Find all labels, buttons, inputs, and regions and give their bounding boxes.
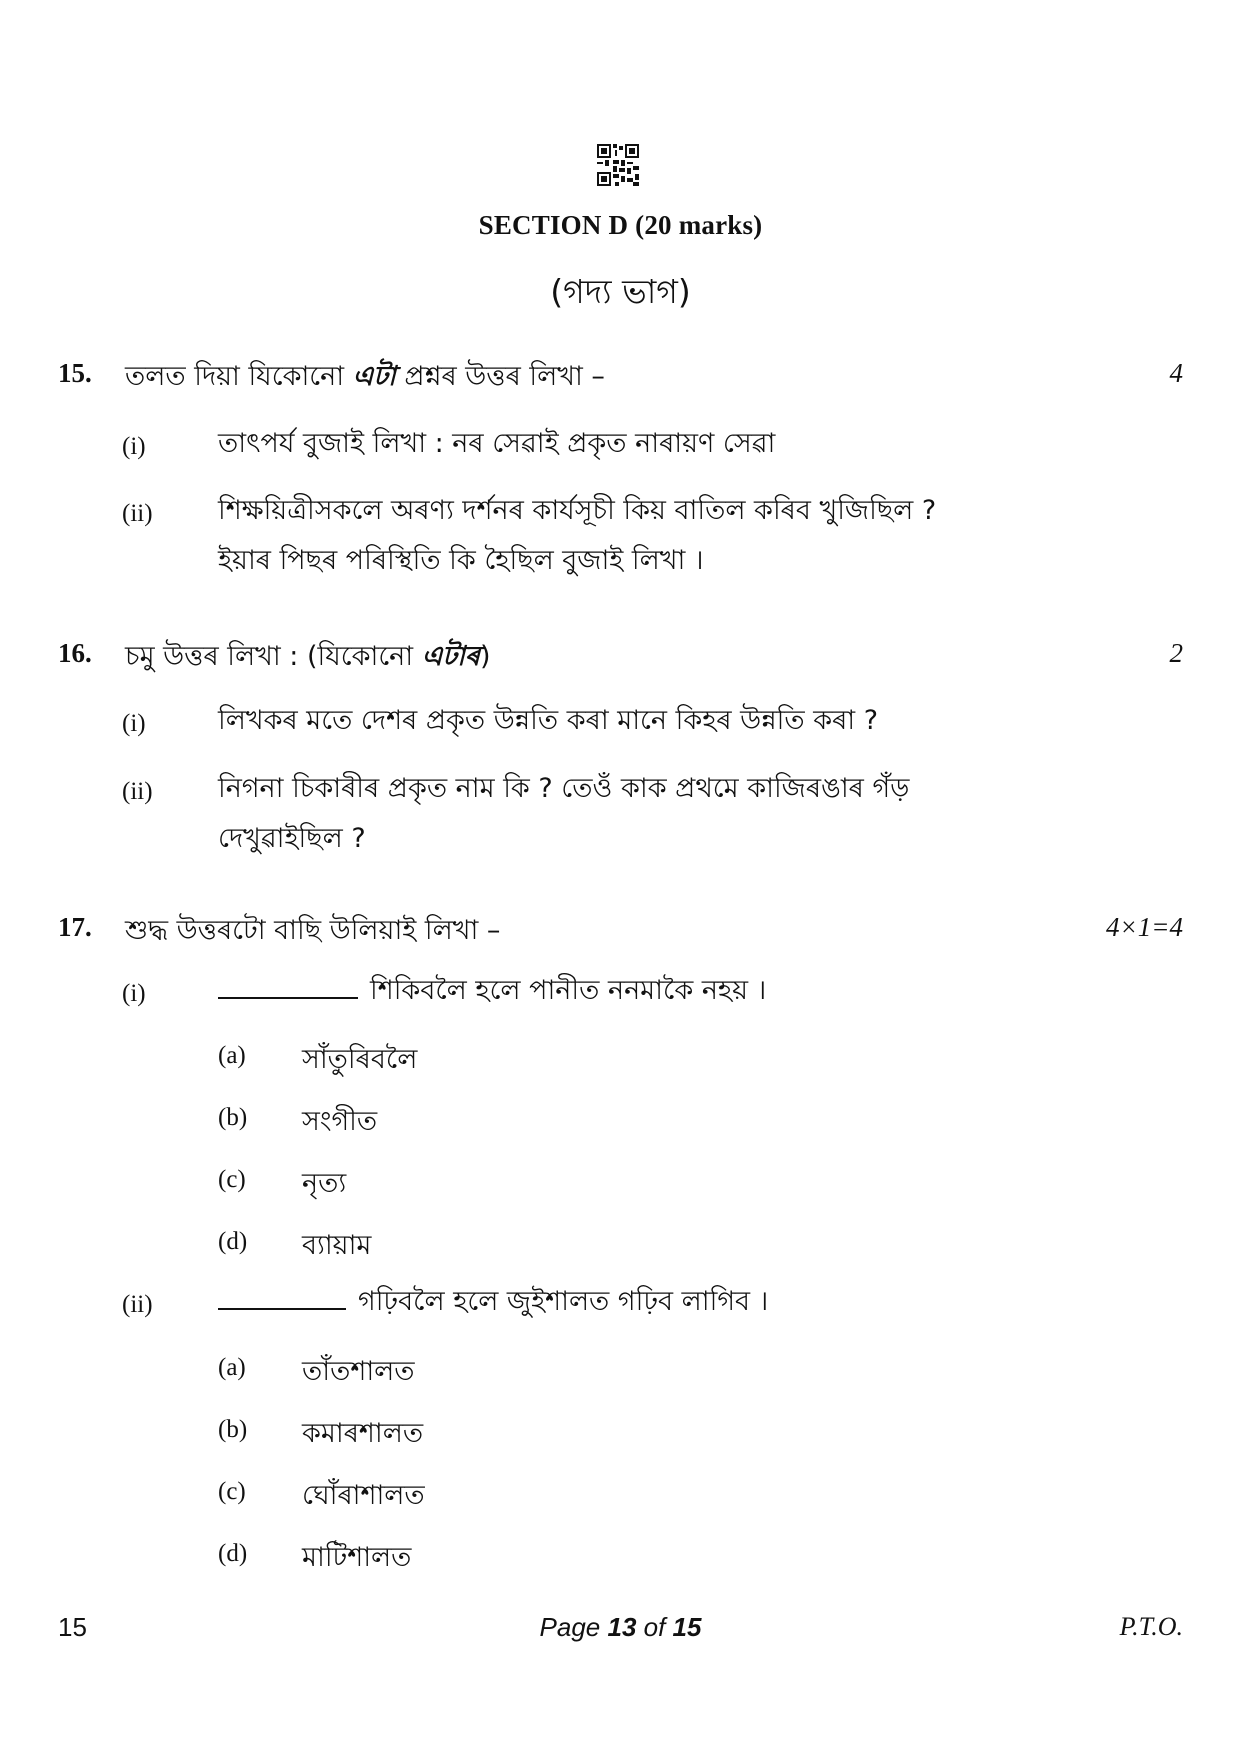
option-text: তাঁতশালত bbox=[302, 1356, 415, 1387]
question-marks: 2 bbox=[1169, 638, 1183, 668]
sub-question-text: নিগনা চিকাৰীৰ প্ৰকৃত নাম কি ? তেওঁ কাক প্ৰথমে কাজিৰঙাৰ গঁড় দেখুৱাইছিল ? bbox=[218, 773, 910, 854]
question-number: 17. bbox=[58, 912, 92, 942]
sub-question-text: শিকিবলৈ হলে পানীত ননমাকৈ নহয় । bbox=[218, 966, 1118, 1016]
sub-question-number: (i) bbox=[122, 433, 146, 460]
option-text: মাটিশালত bbox=[302, 1542, 412, 1573]
page-number: Page 13 of 15 bbox=[539, 1612, 702, 1642]
option-label: (d) bbox=[218, 1540, 248, 1567]
sub-question-number: (ii) bbox=[122, 778, 153, 805]
sub-question-number: (ii) bbox=[122, 1291, 153, 1318]
option-label: (d) bbox=[218, 1228, 248, 1255]
section-title: SECTION D (20 marks) bbox=[478, 210, 763, 240]
option-text: নৃত্য bbox=[302, 1168, 347, 1199]
option-label: (a) bbox=[218, 1042, 246, 1069]
option-label: (c) bbox=[218, 1478, 246, 1505]
sub-question-text: লিখকৰ মতে দেশৰ প্ৰকৃত উন্নতি কৰা মানে কিহৰ উন্নতি কৰা ? bbox=[218, 705, 879, 736]
sub-question-text: তাৎপৰ্য বুজাই লিখা : নৰ সেৱাই প্ৰকৃত নাৰায়ণ সেৱা bbox=[218, 428, 776, 459]
sub-question-number: (ii) bbox=[122, 500, 153, 527]
section-subtitle: (গদ্য ভাগ) bbox=[550, 272, 691, 311]
question-text: চমু উত্তৰ লিখা : (যিকোনো এটাৰ) bbox=[125, 641, 491, 672]
paper-code: 15 bbox=[58, 1612, 87, 1642]
answer-blank bbox=[218, 1306, 346, 1310]
option-label: (b) bbox=[218, 1104, 248, 1131]
question-marks: 4×1=4 bbox=[1106, 912, 1183, 942]
sub-question-number: (i) bbox=[122, 710, 146, 737]
option-label: (b) bbox=[218, 1416, 248, 1443]
sub-question-text: শিক্ষয়িত্ৰীসকলে অৰণ্য দৰ্শনৰ কাৰ্যসূচী কিয় বাতিল কৰিব খুজিছিল ? ইয়াৰ পিছৰ পৰিস্থিতি কি হৈছিল বুজাই লিখা । bbox=[218, 495, 937, 576]
question-text: তলত দিয়া যিকোনো এটা প্ৰশ্নৰ উত্তৰ লিখা – bbox=[125, 361, 605, 392]
option-text: সাঁতুৰিবলৈ bbox=[302, 1044, 418, 1075]
option-text: ব্যায়াম bbox=[302, 1230, 372, 1261]
option-text: ঘোঁৰাশালত bbox=[302, 1480, 425, 1511]
sub-question-text: গঢ়িবলৈ হলে জুইশালত গঢ়িব লাগিব । bbox=[218, 1277, 1118, 1327]
question-number: 16. bbox=[58, 638, 92, 668]
pto-label: P.T.O. bbox=[1119, 1612, 1183, 1641]
option-text: সংগীত bbox=[302, 1106, 378, 1137]
option-label: (c) bbox=[218, 1166, 246, 1193]
question-number: 15. bbox=[58, 358, 92, 388]
qr-code-icon bbox=[597, 144, 639, 186]
question-text: শুদ্ধ উত্তৰটো বাছি উলিয়াই লিখা – bbox=[125, 915, 501, 946]
question-marks: 4 bbox=[1169, 358, 1183, 388]
sub-question-number: (i) bbox=[122, 980, 146, 1007]
answer-blank bbox=[218, 995, 358, 999]
option-label: (a) bbox=[218, 1354, 246, 1381]
option-text: কমাৰশালত bbox=[302, 1418, 424, 1449]
